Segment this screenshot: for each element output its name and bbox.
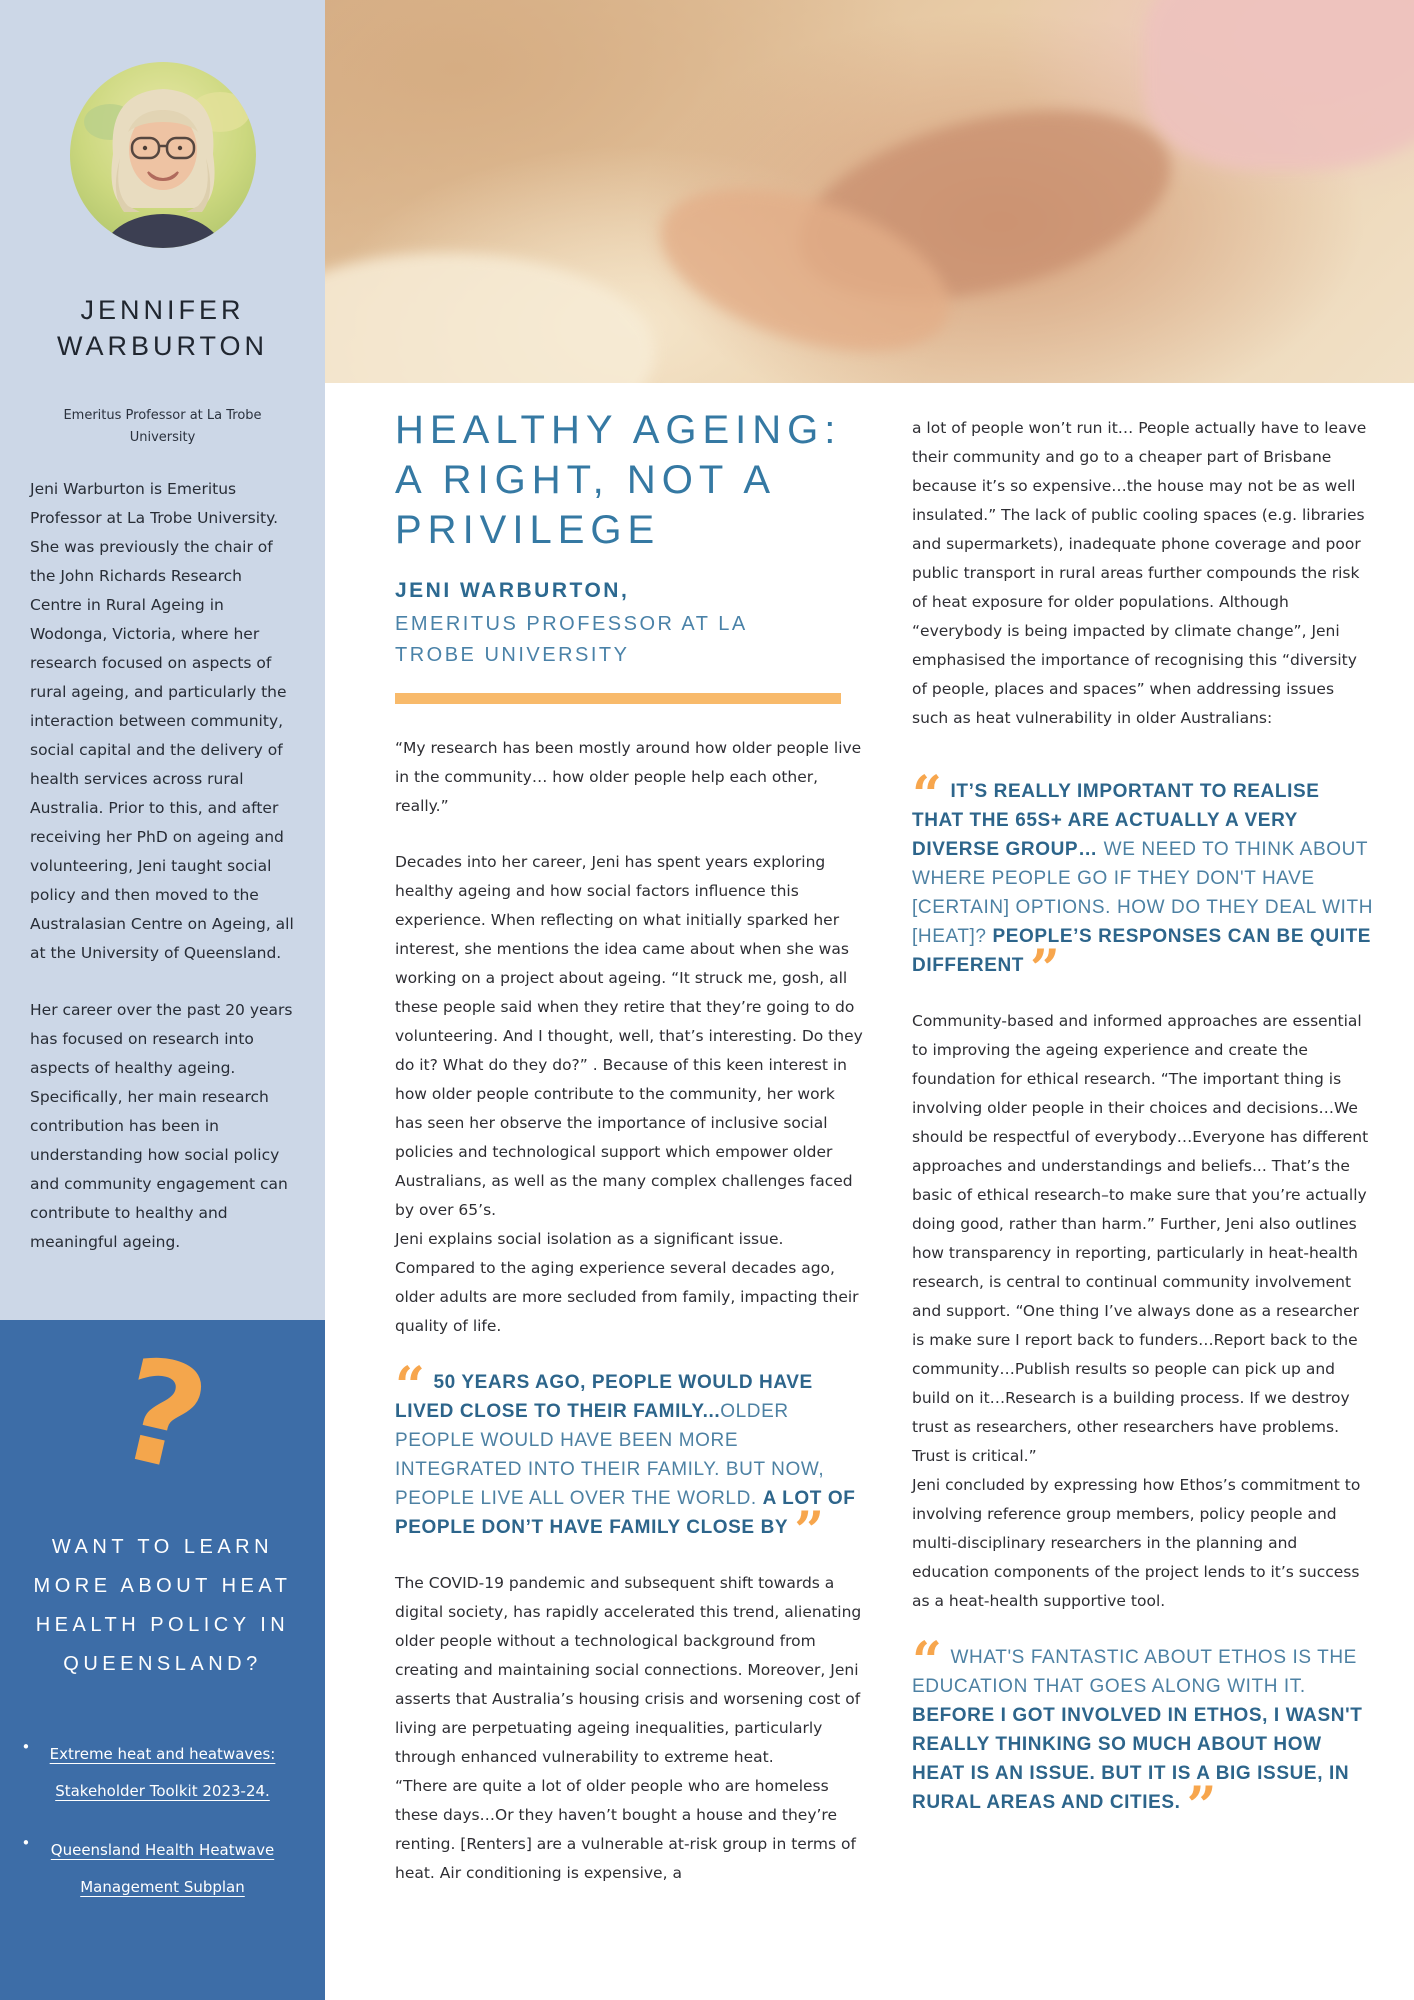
quote-close-icon: ” bbox=[1030, 939, 1061, 1000]
pull-quote-light-text: OLDER PEOPLE WOULD HAVE BEEN MORE INTEGRATED INTO THEIR FAMILY. BUT NOW, PEOPLE LIVE ALL OVER THE WORLD. bbox=[395, 1401, 825, 1509]
profile-role: Emeritus Professor at La Trobe University bbox=[63, 407, 262, 445]
article-column-left bbox=[395, 405, 863, 1888]
paragraph: Community-based and informed approaches are essential to improving the ageing experience and create the foundation for ethical research. “The important thing is involving older people in their choices and decisions…We should be respectful of everybody…Everyone has different approaches and understandings and beliefs... That’s the basic of ethical research–to make sure that you’re actually doing good, rather than harm.” Further, Jeni also outlines how transparency in reporting, particularly in heat-health research, is central to continual community involvement and support. “One thing I’ve always done as a researcher is make sure I report back to funders…Report back to the community…Publish results so people can pick up and build on it…Research is a building process. If we destroy trust as researchers, other researchers have problems. Trust is critical.” bbox=[912, 1012, 1369, 1465]
cta-heading: WANT TO LEARN MORE ABOUT HEAT HEALTH POLICY IN QUEENSLAND? bbox=[33, 1536, 292, 1676]
profile-bio-paragraph: Jeni Warburton is Emeritus Professor at La Trobe University. She was previously the chair of the John Richards Research Centre in Rural Ageing in Wodonga, Victoria, where her research focused on aspects of rural ageing, and particularly the interaction between community, social capital and the delivery of health services across rural Australia. Prior to this, and after receiving her PhD on ageing and volunteering, Jeni taught social policy and then moved to the Australasian Centre on Ageing, all at the University of Queensland. bbox=[30, 479, 294, 962]
paragraph: Decades into her career, Jeni has spent years exploring healthy ageing and how social factors influence this experience. When reflecting on what initially sparked her interest, she mentions the idea came about when she was working on a project about ageing. “It struck me, gosh, all these people said when they retire that they’re going to do volunteering. And I thought, well, that’s interesting. Do they do it? What do they do?” . Because of this keen interest in how older people contribute to the community, her work has seen her observe the importance of inclusive social policies and technological support which empower older Australians, as well as the many complex challenges faced by over 65’s. bbox=[395, 853, 863, 1219]
list-item bbox=[21, 1736, 282, 1810]
byline bbox=[395, 579, 863, 671]
sidebar bbox=[0, 0, 325, 2000]
paragraph: Jeni concluded by expressing how Ethos’s commitment to involving reference group members, policy people and multi-disciplinary researchers in the planning and education components of the project lends to it’s success as a heat-health supportive tool. bbox=[912, 1476, 1361, 1610]
paragraph: The COVID-19 pandemic and subsequent shift towards a digital society, has rapidly accelerated this trend, alienating older people without a technological background from creating and maintaining social connections. Moreover, Jeni asserts that Australia’s housing crisis and worsening cost of living are perpetuating ageing inequalities, particularly through enhanced vulnerability to extreme heat. bbox=[395, 1574, 862, 1766]
pull-quote-ethos bbox=[912, 1631, 1374, 1837]
article-column-right bbox=[912, 414, 1374, 1844]
paragraph: “My research has been mostly around how older people live in the community… how older people help each other, really.” bbox=[395, 739, 862, 815]
paragraph: “There are quite a lot of older people who are homeless these days…Or they haven’t bought a house and they’re renting. [Renters] are a vulnerable at-risk group in terms of heat. Air conditioning is expensive, a bbox=[395, 1777, 856, 1882]
bullet-icon: • bbox=[21, 1738, 31, 1757]
pull-quote-bold-text: BEFORE I GOT INVOLVED IN ETHOS, I WASN'T REALLY THINKING SO MUCH ABOUT HOW HEAT IS AN ISSUE. BUT IT IS A BIG ISSUE, IN RURAL AREAS AND CITIES. bbox=[912, 1705, 1363, 1813]
quote-close-icon: ” bbox=[794, 1501, 825, 1562]
avatar bbox=[70, 62, 256, 248]
sidebar-cta-section bbox=[0, 1320, 325, 2000]
article-title-line: PRIVILEGE bbox=[395, 508, 661, 552]
sidebar-profile-section bbox=[0, 0, 325, 1320]
cta-link-list bbox=[21, 1736, 282, 1906]
hero-pink-sleeve-shape bbox=[1144, 0, 1414, 170]
pull-quote-light-text: WHAT'S FANTASTIC ABOUT ETHOS IS THE EDUCATION THAT GOES ALONG WITH IT. bbox=[912, 1647, 1357, 1697]
pull-quote-bold-text: 50 YEARS AGO, PEOPLE WOULD HAVE LIVED CLOSE TO THEIR FAMILY... bbox=[395, 1372, 813, 1422]
quote-open-icon: “ bbox=[912, 765, 943, 826]
article-title bbox=[395, 405, 863, 555]
article-main bbox=[325, 0, 1414, 2000]
orange-divider-rule bbox=[395, 693, 841, 704]
byline-author: JENI WARBURTON, bbox=[395, 579, 630, 602]
byline-role-line: EMERITUS PROFESSOR AT LA bbox=[395, 613, 748, 635]
quote-open-icon: “ bbox=[912, 1631, 943, 1692]
article-title-line: HEALTHY AGEING: bbox=[395, 408, 842, 452]
link-heatwave-subplan[interactable]: Queensland Health Heatwave Management Subplan bbox=[50, 1841, 275, 1897]
pull-quote-bold-text: A LOT OF PEOPLE DON’T HAVE FAMILY CLOSE BY bbox=[395, 1488, 856, 1538]
hero-light-cuff-shape bbox=[325, 253, 655, 383]
pull-quote-bold-text: IT’S REALLY IMPORTANT TO REALISE THAT THE 65S+ ARE ACTUALLY A VERY DIVERSE GROUP… bbox=[912, 781, 1320, 860]
profile-name: JENNIFER WARBURTON bbox=[56, 295, 268, 362]
pull-quote-light-text: WE NEED TO THINK ABOUT WHERE PEOPLE GO IF THEY DON'T HAVE [CERTAIN] OPTIONS. HOW DO THEY DEAL WITH [HEAT]? bbox=[912, 839, 1374, 947]
link-heat-toolkit[interactable]: Extreme heat and heatwaves: Stakeholder Toolkit 2023-24. bbox=[49, 1745, 276, 1801]
question-mark-icon: ? bbox=[103, 1325, 222, 1506]
list-item bbox=[21, 1832, 282, 1906]
hero-image-hands-held bbox=[325, 0, 1414, 383]
quote-open-icon: “ bbox=[395, 1356, 426, 1417]
pull-quote-bold-text: PEOPLE’S RESPONSES CAN BE QUITE DIFFERENT bbox=[912, 926, 1372, 976]
pull-quote-family bbox=[395, 1356, 863, 1562]
quote-close-icon: ” bbox=[1186, 1776, 1218, 1837]
paragraph: Jeni explains social isolation as a significant issue. Compared to the aging experience several decades ago, older adults are more secluded from family, impacting their quality of life. bbox=[395, 1230, 859, 1335]
portrait-photo-illustration bbox=[70, 62, 256, 248]
bullet-icon: • bbox=[21, 1834, 31, 1853]
byline-role-line: TROBE UNIVERSITY bbox=[395, 644, 630, 666]
paragraph: a lot of people won’t run it… People actually have to leave their community and go to a cheaper part of Brisbane because it’s so expensive…the house may not be as well insulated.” The lack of public cooling spaces (e.g. libraries and supermarkets), inadequate phone coverage and poor public transport in rural areas further compounds the risk of heat exposure for older populations. Although “everybody is being impacted by climate change”, Jeni emphasised the importance of recognising this “diversity of people, places and spaces” when addressing issues such as heat vulnerability in older Australians: bbox=[912, 419, 1367, 727]
article-title-line: A RIGHT, NOT A bbox=[395, 458, 777, 502]
byline-role bbox=[395, 609, 863, 671]
profile-bio-paragraph: Her career over the past 20 years has focused on research into aspects of healthy ageing. Specifically, her main research contribution has been in understanding how social policy and community engagement can contribute to healthy and meaningful ageing. bbox=[30, 1000, 293, 1251]
pull-quote-diverse-group bbox=[912, 765, 1374, 1000]
